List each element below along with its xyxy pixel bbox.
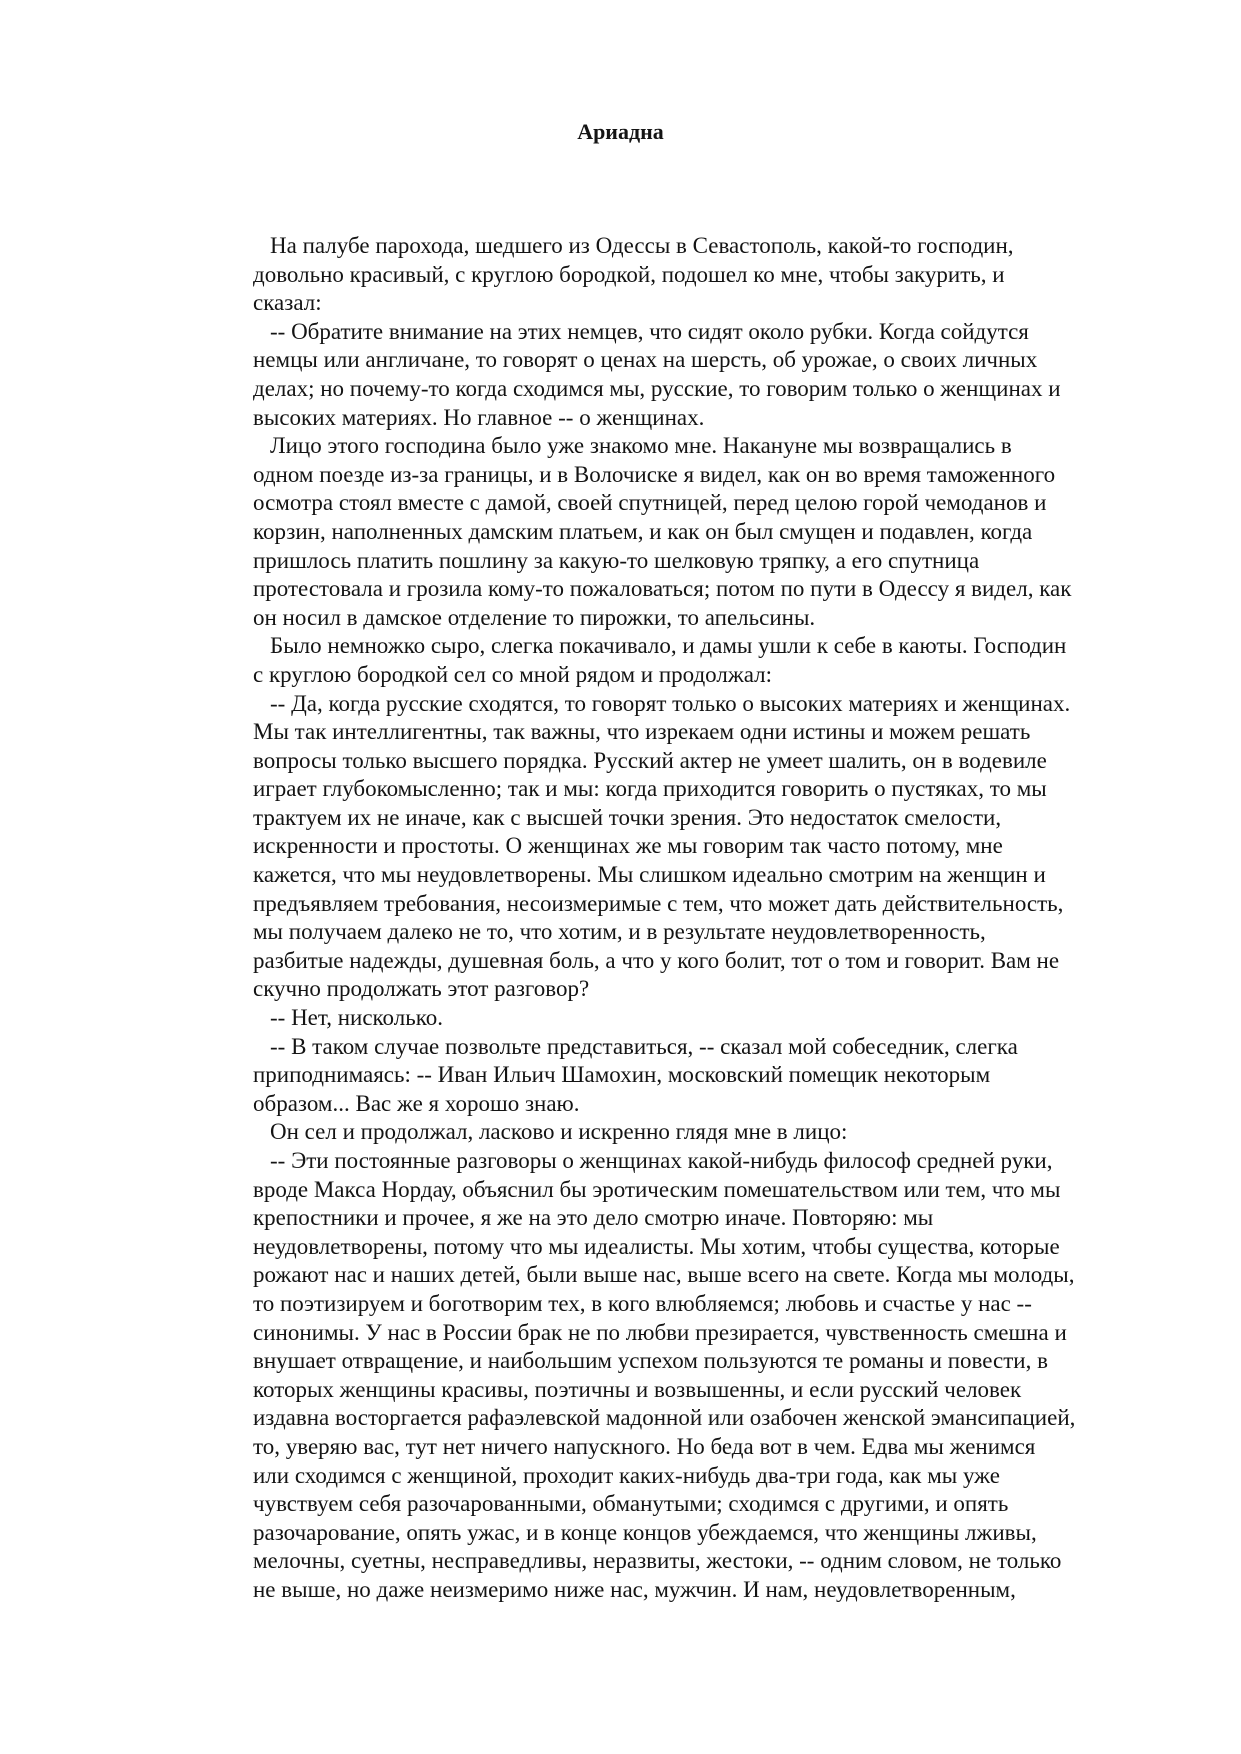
text-line: синонимы. У нас в России брак не по любви презирается, чувственность смешна и bbox=[253, 1319, 1067, 1345]
text-line: чувствуем себя разочарованными, обманутыми; сходимся с другими, и опять bbox=[253, 1491, 1009, 1517]
text-line: сказал: bbox=[253, 290, 322, 316]
text-line: то поэтизируем и боготворим тех, в кого влюбляемся; любовь и счастье у нас -- bbox=[253, 1290, 1032, 1316]
text-line: Мы так интеллигентны, так важны, что изрекаем одни истины и можем решать bbox=[253, 719, 1031, 745]
text-line: протестовала и грозила кому-то пожаловаться; потом по пути в Одессу я видел, как bbox=[253, 576, 1072, 602]
text-line: -- В таком случае позвольте представиться, -- сказал мой собеседник, слегка bbox=[270, 1033, 1018, 1059]
text-line: корзин, наполненных дамским платьем, и как он был смущен и подавлен, когда bbox=[253, 518, 1033, 544]
text-line: -- Нет, нисколько. bbox=[270, 1005, 443, 1031]
text-line: не выше, но даже неизмеримо ниже нас, мужчин. И нам, неудовлетворенным, bbox=[253, 1576, 1016, 1602]
text-line: искренности и простоты. О женщинах же мы говорим так часто потому, мне bbox=[253, 833, 1003, 859]
text-line: осмотра стоял вместе с дамой, своей спутницей, перед целою горой чемоданов и bbox=[253, 490, 1047, 516]
text-line: разбитые надежды, душевная боль, а что у кого болит, тот о том и говорит. Вам не bbox=[253, 947, 1060, 973]
text-line: скучно продолжать этот разговор? bbox=[253, 976, 590, 1002]
text-line: пришлось платить пошлину за какую-то шелковую тряпку, а его спутница bbox=[253, 547, 980, 573]
text-line: На палубе парохода, шедшего из Одессы в Севастополь, какой-то господин, bbox=[270, 233, 1014, 258]
text-line: довольно красивый, с круглою бородкой, подошел ко мне, чтобы закурить, и bbox=[253, 261, 1005, 287]
text-line: мы получаем далеко не то, что хотим, и в результате неудовлетворенность, bbox=[253, 919, 986, 945]
text-line: мелочны, суетны, несправедливы, неразвиты, жестоки, -- одним словом, не только bbox=[253, 1548, 1062, 1574]
text-line: Он сел и продолжал, ласково и искренно глядя мне в лицо: bbox=[270, 1119, 848, 1145]
text-line: приподнимаясь: -- Иван Ильич Шамохин, московский помещик некоторым bbox=[253, 1062, 991, 1088]
document-body bbox=[253, 232, 1153, 1605]
text-line: он носил в дамское отделение то пирожки, то апельсины. bbox=[253, 604, 816, 630]
text-line: немцы или англичане, то говорят о ценах на шерсть, об урожае, о своих личных bbox=[253, 347, 1038, 373]
text-line: которых женщины красивы, поэтичны и возвышенны, и если русский человек bbox=[253, 1376, 1022, 1402]
document-title: Ариадна bbox=[577, 119, 664, 144]
text-line: Было немножко сыро, слегка покачивало, и дамы ушли к себе в каюты. Господин bbox=[270, 633, 1067, 659]
text-line: кажется, что мы неудовлетворены. Мы слишком идеально смотрим на женщин и bbox=[253, 862, 1046, 888]
text-line: делах; но почему-то когда сходимся мы, русские, то говорим только о женщинах и bbox=[253, 375, 1061, 401]
text-line: разочарование, опять ужас, и в конце концов убеждаемся, что женщины лживы, bbox=[253, 1519, 1037, 1545]
text-line: Лицо этого господина было уже знакомо мне. Накануне мы возвращались в bbox=[270, 433, 1012, 459]
text-line: одном поезде из-за границы, и в Волочиске я видел, как он во время таможенного bbox=[253, 461, 1056, 487]
text-line: то, уверяю вас, тут нет ничего напускного. Но беда вот в чем. Едва мы женимся bbox=[253, 1433, 1036, 1459]
text-line: издавна восторгается рафаэлевской мадонной или озабочен женской эмансипацией, bbox=[253, 1405, 1076, 1431]
text-line: с круглою бородкой сел со мной рядом и продолжал: bbox=[253, 661, 773, 687]
text-line: трактуем их не иначе, как с высшей точки зрения. Это недостаток смелости, bbox=[253, 804, 1002, 830]
text-line: или сходимся с женщиной, проходит каких-нибудь два-три года, как мы уже bbox=[253, 1462, 1000, 1488]
text-line: -- Обратите внимание на этих немцев, что сидят около рубки. Когда сойдутся bbox=[270, 318, 1029, 344]
text-line: рожают нас и наших детей, были выше нас, выше всего на свете. Когда мы молоды, bbox=[253, 1262, 1075, 1288]
text-line: вопросы только высшего порядка. Русский актер не умеет шалить, он в водевиле bbox=[253, 747, 1047, 773]
text-line: внушает отвращение, и наибольшим успехом пользуются те романы и повести, в bbox=[253, 1348, 1048, 1374]
text-line: неудовлетворены, потому что мы идеалисты. Мы хотим, чтобы существа, которые bbox=[253, 1233, 1060, 1259]
text-line: предъявляем требования, несоизмеримые с тем, что может дать действительность, bbox=[253, 890, 1064, 916]
text-line: высоких материях. Но главное -- о женщинах. bbox=[253, 404, 705, 430]
text-line: играет глубокомысленно; так и мы: когда приходится говорить о пустяках, то мы bbox=[253, 776, 1047, 802]
text-line: крепостники и прочее, я же на это дело смотрю иначе. Повторяю: мы bbox=[253, 1205, 934, 1231]
text-line: -- Эти постоянные разговоры о женщинах какой-нибудь философ средней руки, bbox=[270, 1148, 1053, 1173]
text-line: вроде Макса Нордау, объяснил бы эротическим помешательством или тем, что мы bbox=[253, 1176, 1061, 1202]
text-line: -- Да, когда русские сходятся, то говорят только о высоких материях и женщинах. bbox=[270, 690, 1071, 716]
text-line: образом... Вас же я хорошо знаю. bbox=[253, 1090, 580, 1116]
